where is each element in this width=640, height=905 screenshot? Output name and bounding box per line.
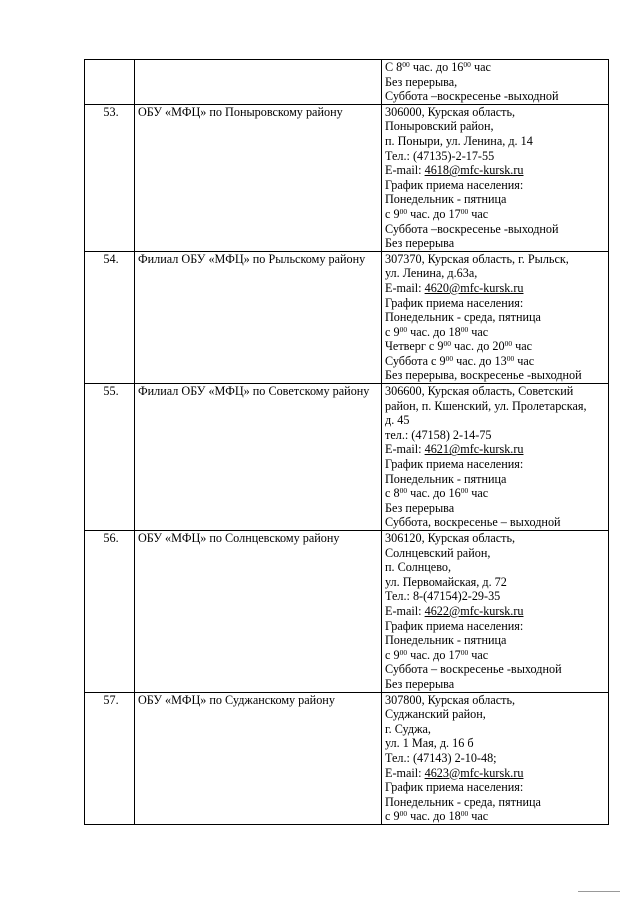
email-link[interactable]: 4618@mfc-kursk.ru: [424, 163, 524, 178]
email-link[interactable]: 4620@mfc-kursk.ru: [424, 280, 524, 295]
detail-line: район, п. Кшенский, ул. Пролетарская,: [385, 398, 587, 413]
email-link[interactable]: 4623@mfc-kursk.ru: [424, 765, 524, 780]
schedule-time-line: [385, 809, 608, 824]
row-number: 54.: [85, 251, 135, 383]
minutes-superscript: 00: [399, 647, 408, 657]
office-name: [135, 60, 382, 105]
email-line: [385, 604, 608, 619]
detail-line: тел.: (47158) 2-14-75: [385, 427, 492, 442]
office-name: Филиал ОБУ «МФЦ» по Советскому району: [135, 384, 382, 531]
email-label: E-mail:: [385, 442, 425, 457]
time-text: час. до 20: [450, 339, 505, 354]
time-text: час: [514, 353, 535, 368]
detail-line: п. Солнцево,: [385, 560, 452, 575]
time-text: с 9: [385, 809, 400, 824]
time-text: час: [468, 809, 489, 824]
mfc-offices-table: [84, 59, 609, 825]
detail-line: Суббота, воскресенье – выходной: [385, 515, 561, 530]
row-number: 56.: [85, 531, 135, 693]
schedule-time-line: [385, 60, 608, 75]
time-text: час: [512, 339, 533, 354]
page-footer-line: [578, 891, 620, 892]
email-line: [385, 766, 608, 781]
office-details: [382, 692, 609, 824]
time-text: час: [468, 206, 489, 221]
detail-line: Без перерыва,: [385, 74, 458, 89]
email-link[interactable]: 4621@mfc-kursk.ru: [424, 442, 524, 457]
email-line: [385, 442, 608, 457]
time-text: час: [468, 486, 489, 501]
row-number: 53.: [85, 104, 135, 251]
time-text: Суббота с 9: [385, 353, 446, 368]
time-text: Четверг с 9: [385, 339, 444, 354]
minutes-superscript: 00: [402, 60, 410, 69]
time-text: с 9: [385, 647, 400, 662]
time-text: час. до 16: [409, 60, 464, 74]
detail-line: Суджанский район,: [385, 707, 486, 722]
table-row: [85, 384, 609, 531]
time-text: час. до 17: [407, 647, 461, 662]
minutes-superscript: 00: [463, 60, 471, 69]
detail-line: 306120, Курская область,: [385, 531, 516, 545]
email-link[interactable]: 4622@mfc-kursk.ru: [424, 603, 524, 618]
minutes-superscript: 00: [399, 809, 408, 819]
table-body: [85, 60, 609, 825]
time-text: с 9: [385, 206, 400, 221]
detail-line: ул. Первомайская, д. 72: [385, 574, 507, 589]
detail-line: 307800, Курская область,: [385, 692, 516, 707]
office-name: ОБУ «МФЦ» по Солнцевскому району: [135, 531, 382, 693]
email-label: E-mail:: [385, 280, 425, 295]
table-row: [85, 104, 609, 251]
detail-line: Понедельник - пятница: [385, 633, 507, 648]
minutes-superscript: 00: [460, 486, 469, 496]
minutes-superscript: 00: [399, 486, 408, 496]
detail-line: График приема населения:: [385, 295, 524, 310]
time-text: с 9: [385, 324, 400, 339]
detail-line: г. Суджа,: [385, 721, 431, 736]
time-text: час. до 17: [407, 206, 461, 221]
minutes-superscript: 00: [460, 809, 469, 819]
email-label: E-mail:: [385, 765, 425, 780]
detail-line: Суббота – воскресенье -выходной: [385, 662, 562, 677]
detail-line: ул. 1 Мая, д. 16 б: [385, 736, 474, 751]
email-line: [385, 163, 608, 178]
detail-line: Тел.: (47143) 2-10-48;: [385, 750, 497, 765]
table-row: [85, 60, 609, 105]
time-text: С 8: [385, 60, 403, 74]
schedule-time-line: [385, 207, 608, 222]
detail-line: ул. Ленина, д.63а,: [385, 266, 478, 281]
email-label: E-mail:: [385, 163, 425, 178]
email-label: E-mail:: [385, 603, 425, 618]
detail-line: 307370, Курская область, г. Рыльск,: [385, 251, 569, 266]
time-text: час. до 16: [407, 486, 461, 501]
minutes-superscript: 00: [399, 206, 408, 216]
minutes-superscript: 00: [460, 647, 469, 657]
schedule-time-line: [385, 648, 608, 663]
schedule-time-line: [385, 325, 608, 340]
time-text: час: [468, 647, 489, 662]
minutes-superscript: 00: [460, 324, 469, 334]
office-details: [382, 384, 609, 531]
detail-line: Тел.: (47135)-2-17-55: [385, 148, 495, 163]
detail-line: Без перерыва: [385, 500, 455, 515]
office-details: [382, 251, 609, 383]
table-row: [85, 692, 609, 824]
time-text: час. до 18: [407, 809, 461, 824]
office-details: [382, 531, 609, 693]
schedule-time-line: [385, 486, 608, 501]
row-number: 55.: [85, 384, 135, 531]
table-row: [85, 531, 609, 693]
row-number: [85, 60, 135, 105]
detail-line: Суббота –воскресенье -выходной: [385, 89, 559, 104]
detail-line: Без перерыва: [385, 236, 455, 251]
time-text: час: [468, 324, 489, 339]
time-text: час: [470, 60, 491, 74]
minutes-superscript: 00: [445, 353, 454, 363]
office-details: [382, 104, 609, 251]
detail-line: Тел.: 8-(47154)2-29-35: [385, 589, 501, 604]
schedule-time-line: [385, 339, 608, 354]
detail-line: Понедельник - пятница: [385, 192, 507, 207]
detail-line: 306000, Курская область,: [385, 104, 516, 119]
detail-line: График приема населения:: [385, 780, 524, 795]
minutes-superscript: 00: [460, 206, 469, 216]
office-name: ОБУ «МФЦ» по Суджанскому району: [135, 692, 382, 824]
schedule-time-line: [385, 354, 608, 369]
detail-line: Понедельник - среда, пятница: [385, 310, 541, 325]
table-row: [85, 251, 609, 383]
detail-line: Суббота –воскресенье -выходной: [385, 221, 559, 236]
row-number: 57.: [85, 692, 135, 824]
office-name: Филиал ОБУ «МФЦ» по Рыльскому району: [135, 251, 382, 383]
detail-line: Поныровский район,: [385, 119, 494, 134]
detail-line: График приема населения:: [385, 457, 524, 472]
time-text: час. до 13: [453, 353, 507, 368]
detail-line: 306600, Курская область, Советский: [385, 384, 574, 399]
detail-line: Понедельник - пятница: [385, 471, 507, 486]
detail-line: п. Поныри, ул. Ленина, д. 14: [385, 133, 533, 148]
time-text: с 8: [385, 486, 400, 501]
detail-line: д. 45: [385, 413, 410, 428]
office-name: ОБУ «МФЦ» по Поныровскому району: [135, 104, 382, 251]
minutes-superscript: 00: [399, 324, 408, 334]
minutes-superscript: 00: [443, 339, 451, 349]
detail-line: График приема населения:: [385, 177, 524, 192]
detail-line: График приема населения:: [385, 618, 524, 633]
detail-line: Без перерыва, воскресенье -выходной: [385, 368, 582, 383]
detail-line: Солнцевский район,: [385, 545, 491, 560]
minutes-superscript: 00: [504, 339, 513, 349]
detail-line: Понедельник - среда, пятница: [385, 794, 541, 809]
minutes-superscript: 00: [506, 353, 515, 363]
detail-line: Без перерыва: [385, 676, 455, 691]
email-line: [385, 281, 608, 296]
office-details: [382, 60, 609, 105]
time-text: час. до 18: [407, 324, 461, 339]
